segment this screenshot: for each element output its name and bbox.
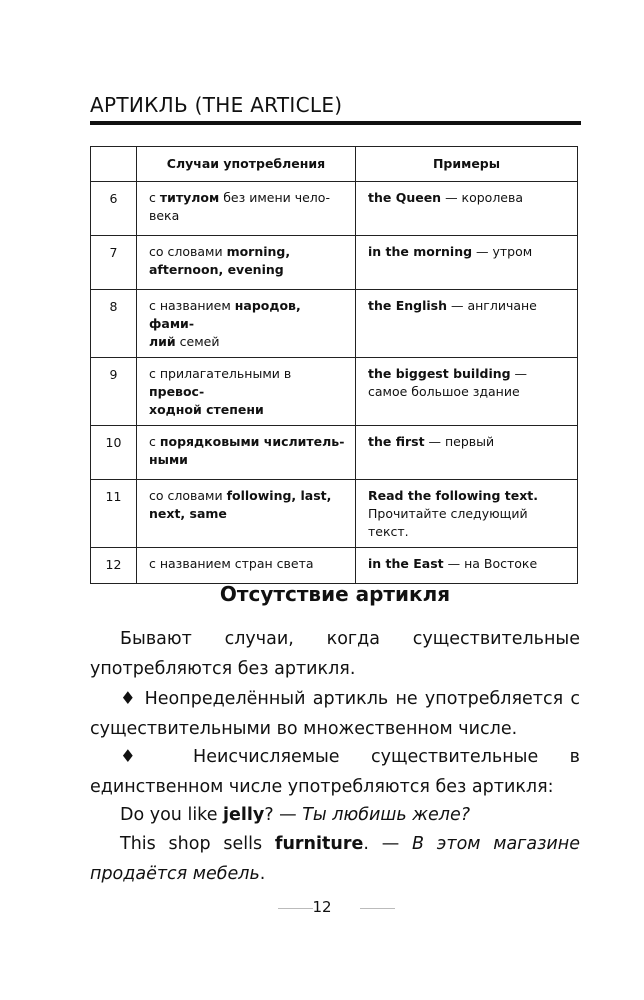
plain-text: — на Востоке [443,556,538,571]
example-translation: Ты любишь желе? [302,805,471,825]
example-cell [356,548,578,584]
table-row [91,358,578,426]
table-header-row [91,147,578,182]
plain-text: с названием [149,298,235,313]
example-dash: . — [363,834,412,854]
usage-cell [137,236,356,290]
row-number: 12 [105,557,122,572]
row-number: 8 [109,299,118,314]
row-number-cell [91,480,137,548]
row-number-cell [91,290,137,358]
bold-term: in the morning [368,244,473,259]
plain-text: Прочитайте следующий текст. [368,506,528,539]
bold-term: in the East [368,556,444,571]
running-header: АРТИКЛЬ (THE ARTICLE) [90,93,343,117]
example-cell-text [356,182,577,213]
plain-text: со словами [149,244,227,259]
paragraph-indefinite: ♦ Неопределённый артикль не употребляется с существительными во множественном числе. [90,689,580,739]
usage-cell [137,182,356,236]
usage-cell [137,290,356,358]
example-cell-text [356,358,577,407]
bold-term: following, last, [226,488,332,503]
header-rule [90,121,581,125]
example-cell-text [356,290,577,321]
bold-term: morning, [226,244,291,259]
plain-text: — [510,366,528,381]
bold-term: the first [368,434,425,449]
bold-term: ходной степени [149,402,264,417]
table-row [91,236,578,290]
row-number: 10 [105,435,122,450]
usage-cell-text [137,182,355,231]
row-number-cell [91,426,137,480]
example-cell [356,290,578,358]
example-text: This shop sells [120,834,275,854]
example-text: Do you like [120,805,224,825]
usage-cell-text [137,426,355,475]
table-row [91,290,578,358]
row-number: 7 [109,245,118,260]
plain-text: — англичане [447,298,537,313]
bold-term: the biggest building [368,366,511,381]
plain-text: с [149,434,160,449]
plain-text: века [149,208,180,223]
plain-text: — королева [441,190,524,205]
plain-text: с названием стран света [149,556,314,571]
paragraph-intro: Бывают случаи, когда существительные употребляются без артикля. [90,629,580,679]
example-period: . [259,864,266,884]
row-number-cell [91,358,137,426]
usage-table [90,146,578,584]
row-number-cell [91,236,137,290]
usage-cell-text [137,480,355,529]
table-row [91,182,578,236]
usage-cell-text [137,358,355,425]
example-cell [356,182,578,236]
example-cell-text [356,236,577,267]
plain-text: самое большое здание [368,384,520,399]
usage-cell [137,426,356,480]
bold-term: титулом [159,190,220,205]
row-number: 6 [109,191,118,206]
bold-term: лий [149,334,176,349]
row-number-cell [91,182,137,236]
table-row [91,480,578,548]
bold-term: next, same [149,506,227,521]
row-number: 9 [109,367,118,382]
page-number: 12 [312,898,332,916]
row-number: 11 [105,489,122,504]
example-keyword: furniture [274,834,364,854]
example-cell-text [356,480,577,547]
header-usage: Случаи употребления [137,147,356,182]
bold-term: превос- [149,384,205,399]
bold-term: afternoon, evening [149,262,284,277]
section-title: Отсутствие артикля [219,582,451,606]
usage-cell [137,358,356,426]
example-cell-text [356,426,577,457]
plain-text: без имени чело- [219,190,330,205]
example-cell [356,358,578,426]
table-row [91,426,578,480]
usage-cell [137,480,356,548]
bold-term: порядковыми числитель- [159,434,345,449]
bold-term: народов, фами- [149,298,301,331]
row-number-cell [91,548,137,584]
page-number-line-right [360,908,395,909]
usage-cell-text [137,548,355,579]
example-cell [356,480,578,548]
example-cell [356,426,578,480]
usage-cell [137,548,356,584]
plain-text: семей [175,334,220,349]
bold-term: ными [149,452,188,467]
example-jelly [90,800,580,830]
usage-cell-text [137,236,355,285]
example-cell-text [356,548,577,579]
plain-text: — первый [424,434,495,449]
bold-term: the English [368,298,447,313]
header-num [91,147,137,182]
usage-cell-text [137,290,355,357]
bold-term: the Queen [368,190,442,205]
plain-text: с [149,190,160,205]
table-row [91,548,578,584]
example-translation: В этом магазине продаётся мебель [90,834,580,884]
plain-text: с прилагательными в [149,366,292,381]
header-examples: Примеры [356,147,578,182]
example-cell [356,236,578,290]
plain-text: — утром [472,244,533,259]
paragraph-uncountable: ♦ Неисчисляемые существительные в единственном числе употребляются без артикля: [90,747,580,797]
bold-term: Read the following text. [368,488,538,503]
plain-text: со словами [149,488,227,503]
example-furniture [90,829,580,889]
example-keyword: jelly [223,805,265,825]
example-dash: ? — [264,805,303,825]
